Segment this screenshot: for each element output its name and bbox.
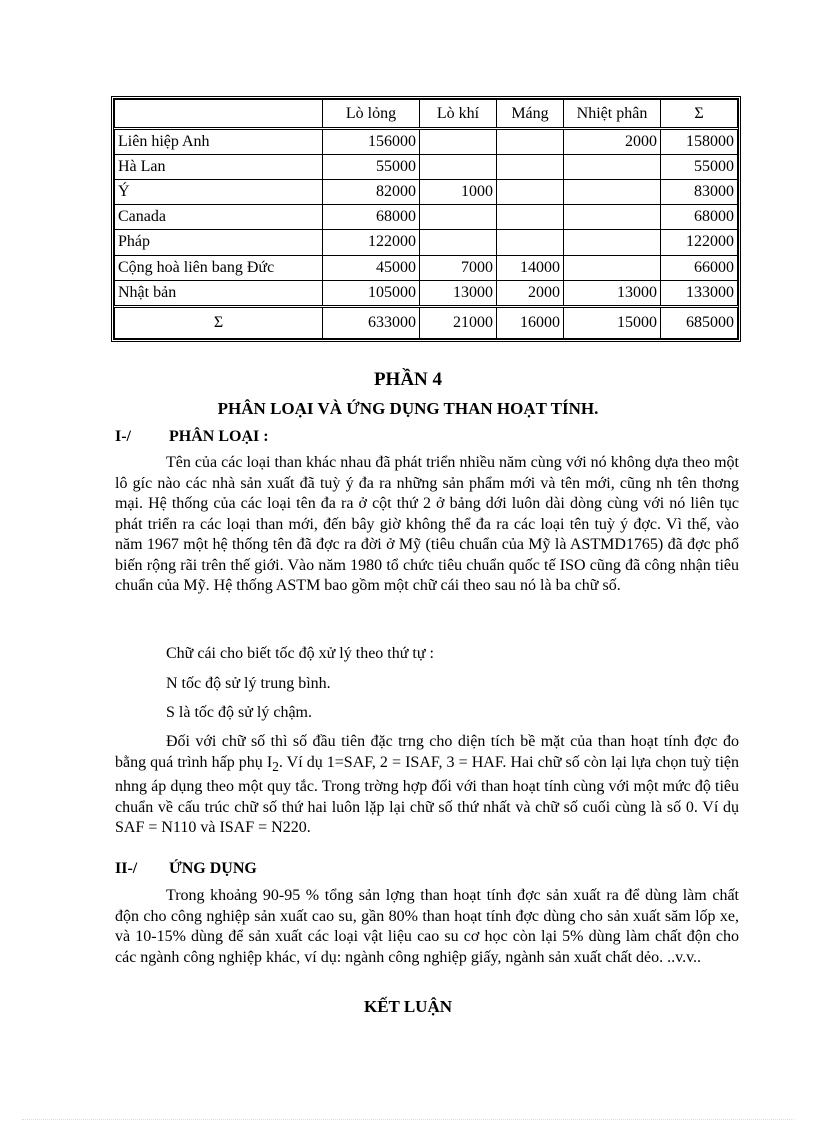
- table-row: [115, 280, 738, 306]
- header-cell: Lò khí: [420, 100, 497, 129]
- section-number: II-/: [115, 860, 138, 877]
- table-cell: 14000: [497, 255, 564, 280]
- table-cell: [497, 205, 564, 230]
- table-cell: [497, 155, 564, 180]
- table-row: [115, 205, 738, 230]
- table-cell: Pháp: [115, 230, 323, 255]
- table-cell: 133000: [661, 280, 738, 306]
- table-cell: [564, 255, 661, 280]
- paragraph-digits: [115, 732, 739, 839]
- header-cell: Σ: [661, 100, 738, 129]
- table-cell: 13000: [564, 280, 661, 306]
- table-row: [115, 129, 738, 155]
- table-cell: 82000: [323, 180, 420, 205]
- table-header-row: [115, 100, 738, 129]
- part-title: PHÂN LOẠI VÀ ỨNG DỤNG THAN HOẠT TÍNH.: [217, 399, 599, 418]
- table-cell: [497, 230, 564, 255]
- table-cell: 122000: [323, 230, 420, 255]
- table-cell: [420, 129, 497, 155]
- paragraph-application: Trong khoảng 90-95 % tổng sản lợng than hoạt tính đợc sản xuất ra để dùng làm chất độn cho công nghiệp sản xuất cao su, gần 80% than hoạt tính đợc dùng cho sản xuất săm lốp xe, và 10-15% dùng để sản xuất các loại vật liệu cao su cơ học còn lại 5% dùng làm chất độn cho các ngành công nghiệp khác, ví dụ: ngành công nghiệp giấy, ngành sản xuất chất dẻo. ..v.v..: [115, 887, 739, 966]
- section-title: ỨNG DỤNG: [169, 860, 257, 877]
- paragraph-naming-history: Tên của các loại than khác nhau đã phát triển nhiều năm cùng với nó không dựa theo một lô gíc nào các nhà sản xuất đã tuỳ ý đa ra những sản phẩm mới và tên mới, cũng nh tên thơng mại. Hệ thống của các loại tên đa ra ở cột thứ 2 ở bảng dới luôn dài dòng cùng với nó liên tục phát triển ra các loại than mới, đến bây giờ không thể đa ra các loại tên tuỳ ý đợc. Vì thế, vào năm 1967 một hệ thống tên đã đợc ra đời ở Mỹ (tiêu chuẩn của Mỹ là ASTMD1765) đã đợc phổ biến rộng rãi trên thế giới. Vào năm 1980 tổ chức tiêu chuẩn quốc tế ISO cũng đã công nhận tiêu chuẩn của Mỹ. Hệ thống ASTM bao gồm một chữ cái theo sau nó là ba chữ số.: [115, 454, 739, 594]
- table-cell: 105000: [323, 280, 420, 306]
- table-total-row: [115, 306, 738, 338]
- table-cell: Hà Lan: [115, 155, 323, 180]
- subscript: 2: [272, 758, 279, 774]
- table-cell: 68000: [323, 205, 420, 230]
- table-cell: [497, 180, 564, 205]
- table-cell: 633000: [323, 306, 420, 338]
- table-cell: 2000: [497, 280, 564, 306]
- data-table: [114, 99, 738, 339]
- table-row: [115, 155, 738, 180]
- page-footer-rule: [22, 1119, 794, 1120]
- table-cell: 156000: [323, 129, 420, 155]
- table-cell: 15000: [564, 306, 661, 338]
- table-cell: Liên hiệp Anh: [115, 129, 323, 155]
- conclusion-heading: KẾT LUẬN: [363, 997, 452, 1016]
- table-cell: 158000: [661, 129, 738, 155]
- section-number: I-/: [115, 428, 131, 445]
- table-cell: 7000: [420, 255, 497, 280]
- table-cell: [420, 205, 497, 230]
- table-cell: 68000: [661, 205, 738, 230]
- table-cell: [564, 205, 661, 230]
- text-line: S là tốc độ sử lý chậm.: [166, 704, 312, 721]
- table-cell: 685000: [661, 306, 738, 338]
- table-row: [115, 230, 738, 255]
- table-cell: 45000: [323, 255, 420, 280]
- section-heading-classification: [115, 428, 269, 446]
- text-line: N tốc độ sử lý trung bình.: [166, 675, 331, 692]
- table-row: [115, 180, 738, 205]
- table-cell: [420, 155, 497, 180]
- table-cell: Canada: [115, 205, 323, 230]
- paragraph-text: Đối với chữ số thì số đầu tiên đặc trng cho diện tích bề mặt của than hoạt tính đợc đo bằng quá trình hấp phụ I: [115, 733, 739, 771]
- table-cell: 13000: [420, 280, 497, 306]
- table-row: [115, 255, 738, 280]
- table-cell: 55000: [661, 155, 738, 180]
- table-cell: 66000: [661, 255, 738, 280]
- table-cell: Cộng hoà liên bang Đức: [115, 255, 323, 280]
- header-cell: Lò lỏng: [323, 100, 420, 129]
- section-heading-application: [115, 860, 257, 878]
- table-cell: [420, 230, 497, 255]
- header-cell: Nhiệt phân: [564, 100, 661, 129]
- table-cell: 55000: [323, 155, 420, 180]
- table-cell: [564, 155, 661, 180]
- table-cell: 21000: [420, 306, 497, 338]
- table-cell: [564, 230, 661, 255]
- table-cell: [497, 129, 564, 155]
- total-label: Σ: [115, 306, 323, 338]
- paragraph-text: . Ví dụ 1=SAF, 2 = ISAF, 3 = HAF. Hai chữ số còn lại lựa chọn tuỳ tiện nhng áp dụng theo một quy tắc. Trong trờng hợp đối với than hoạt tính cùng với một mức độ tiêu chuẩn về cấu trúc chữ số thứ hai luôn lặp lại chữ số thứ nhất và chữ số cuối cùng là số 0. Ví dụ SAF = N110 và ISAF = N220.: [115, 753, 739, 837]
- table-cell: 122000: [661, 230, 738, 255]
- table-cell: 2000: [564, 129, 661, 155]
- table-cell: 16000: [497, 306, 564, 338]
- part-heading: PHẦN 4: [373, 369, 443, 390]
- production-table: [111, 96, 741, 342]
- header-cell: Máng: [497, 100, 564, 129]
- text-line: Chữ cái cho biết tốc độ xử lý theo thứ tự :: [166, 645, 434, 662]
- table-cell: [564, 180, 661, 205]
- header-cell: [115, 100, 323, 129]
- table-cell: Ý: [115, 180, 323, 205]
- section-title: PHÂN LOẠI :: [169, 428, 269, 445]
- table-cell: Nhật bản: [115, 280, 323, 306]
- table-cell: 83000: [661, 180, 738, 205]
- table-cell: 1000: [420, 180, 497, 205]
